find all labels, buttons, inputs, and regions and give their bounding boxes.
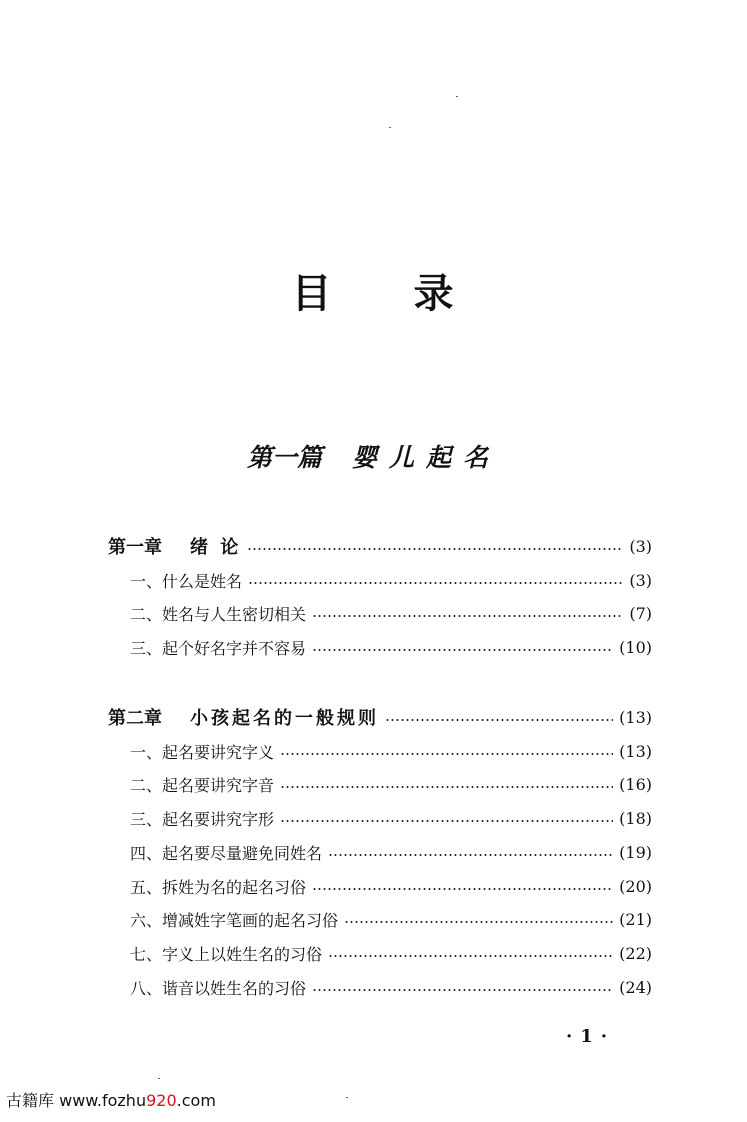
dot-leader (247, 548, 623, 550)
chapter-title: 小孩起名的一般规则 (190, 708, 379, 729)
page-ref: (7) (629, 603, 652, 623)
page-ref: (20) (619, 876, 652, 896)
dot-leader (328, 955, 613, 957)
dot-leader (280, 786, 613, 788)
dot-leader (328, 854, 613, 856)
page-ref: (3) (629, 570, 652, 590)
page-ref: (19) (619, 842, 652, 862)
toc-section[interactable] (108, 839, 652, 865)
part-name: 婴儿起名 (352, 443, 501, 472)
toc-section[interactable] (108, 771, 652, 797)
site-url-suffix: .com (176, 1091, 216, 1110)
toc-section[interactable] (108, 738, 652, 764)
page-ref: (24) (619, 977, 652, 997)
page-ref: (3) (629, 536, 652, 556)
dot-leader (385, 719, 613, 721)
page-title (0, 262, 747, 319)
dot-leader (280, 753, 613, 755)
dot-leader (312, 888, 613, 890)
toc-section[interactable] (108, 567, 652, 593)
page-ref: (16) (619, 774, 652, 794)
dot-leader (344, 921, 613, 923)
scan-speck (389, 127, 391, 128)
toc-section[interactable] (108, 873, 652, 899)
toc-chapter-2[interactable] (108, 704, 652, 730)
chapter-label: 第二章 (108, 708, 162, 729)
section-title: 七、字义上以姓生名的习俗 (130, 944, 323, 964)
section-title: 四、起名要尽量避免同姓名 (130, 843, 323, 863)
dot-leader (248, 582, 623, 584)
scan-speck (158, 1078, 160, 1079)
page-ref: (18) (619, 808, 652, 828)
dot-leader (312, 989, 613, 991)
section-title: 二、起名要讲究字音 (130, 775, 275, 795)
toc-section[interactable] (108, 906, 652, 932)
section-title: 五、拆姓为名的起名习俗 (130, 877, 307, 897)
dot-leader (280, 820, 613, 822)
page-ref: (13) (619, 741, 652, 761)
chapter-label: 第一章 (108, 537, 162, 558)
toc-section[interactable] (108, 940, 652, 966)
page-title-char: 录 (413, 270, 456, 317)
page-ref: (13) (619, 707, 652, 727)
section-title: 八、谐音以姓生名的习俗 (130, 978, 307, 998)
section-title: 六、增减姓字笔画的起名习俗 (130, 910, 339, 930)
page-title-char: 目 (291, 270, 334, 317)
part-heading (0, 438, 747, 474)
section-title: 一、什么是姓名 (130, 571, 243, 591)
page-ref: (22) (619, 943, 652, 963)
scan-speck (456, 96, 458, 97)
scan-speck (346, 1097, 348, 1098)
page-ref: (10) (619, 637, 652, 657)
page-ref: (21) (619, 909, 652, 929)
site-name: 古籍库 (6, 1091, 55, 1110)
toc-section[interactable] (108, 974, 652, 1000)
chapter-title: 绪 论 (190, 537, 242, 558)
site-url-prefix: www.fozhu (59, 1091, 147, 1110)
toc-section[interactable] (108, 634, 652, 660)
toc-section[interactable] (108, 600, 652, 626)
site-url[interactable] (59, 1091, 216, 1110)
site-url-number: 920 (146, 1091, 177, 1110)
section-title: 三、起名要讲究字形 (130, 809, 275, 829)
toc-chapter-1[interactable] (108, 533, 652, 559)
section-title: 二、姓名与人生密切相关 (130, 604, 307, 624)
watermark-footer (6, 1088, 216, 1111)
toc-section[interactable] (108, 805, 652, 831)
dot-leader (312, 649, 613, 651)
section-title: 一、起名要讲究字义 (130, 742, 275, 762)
dot-leader (312, 615, 623, 617)
section-title: 三、起个好名字并不容易 (130, 638, 307, 658)
part-number: 第一篇 (246, 443, 322, 472)
page-number: ·1· (566, 1026, 616, 1047)
